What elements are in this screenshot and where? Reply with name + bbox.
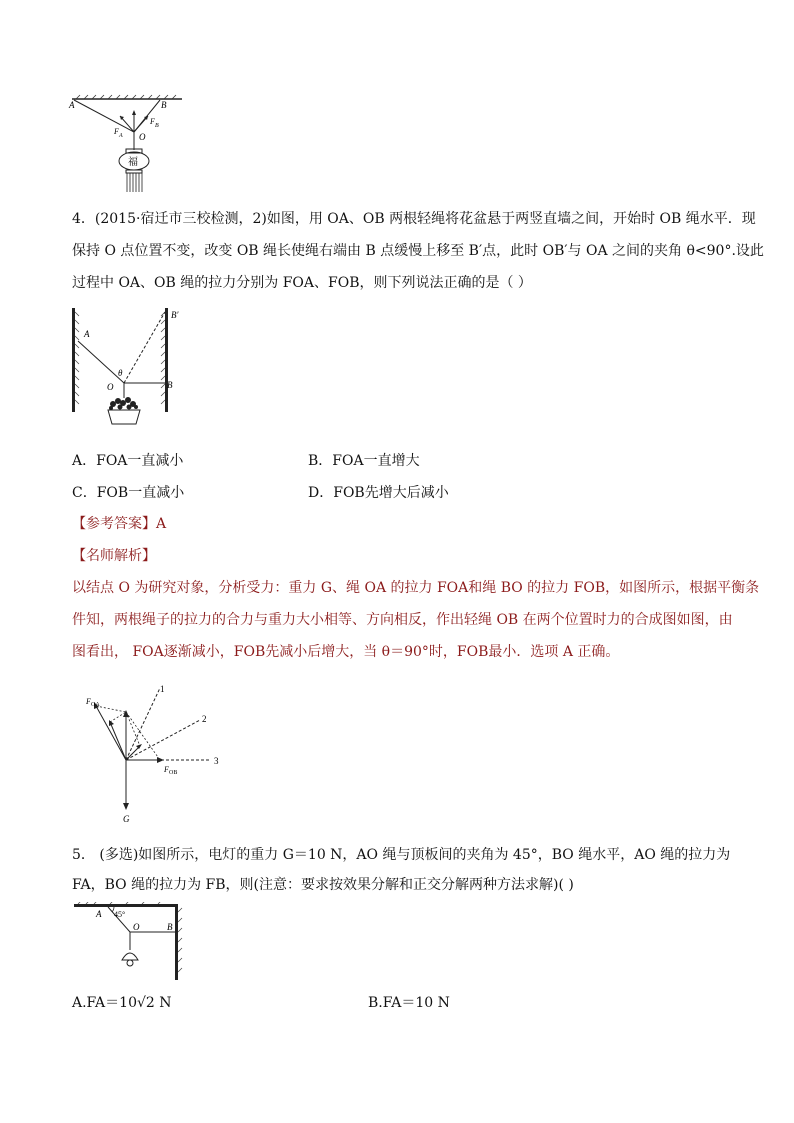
- option-d[interactable]: D．FOB先增大后减小: [308, 485, 449, 501]
- label-a: A: [96, 909, 102, 919]
- lamp-figure: [70, 902, 186, 984]
- option-c[interactable]: C．FOB一直减小: [72, 485, 185, 501]
- label-1: 1: [160, 684, 165, 694]
- label-foa-sub: OA: [91, 702, 100, 708]
- label-fb: F: [150, 117, 155, 126]
- label-3: 3: [214, 756, 219, 766]
- label-fa: F: [114, 127, 119, 136]
- label-o: O: [133, 922, 140, 932]
- analysis-line-3: 图看出， FOA逐渐减小，FOB先减小后增大，当 θ＝90°时，FOB最小．选项 A 正确。: [72, 644, 620, 660]
- label-fb-sub: B: [155, 123, 159, 129]
- label-b: B: [167, 380, 173, 390]
- label-b-prime: B′: [171, 310, 179, 320]
- q4-line-1: 4．(2015·宿迁市三校检测，2)如图，用 OA、OB 两根轻绳将花盆悬于两竖直墙之间，开始时 OB 绳水平．现: [72, 211, 756, 227]
- label-foa: F: [86, 697, 91, 706]
- label-2: 2: [202, 714, 207, 724]
- q5-option-b[interactable]: B.FA＝10 N: [368, 995, 450, 1011]
- label-b: B: [167, 922, 173, 932]
- label-fa-sub: A: [119, 133, 123, 139]
- label-a: A: [84, 329, 90, 339]
- q5-option-a[interactable]: A.FA＝10√2 N: [72, 995, 172, 1011]
- analysis-heading: 【名师解析】: [72, 548, 156, 564]
- force-diagram: [80, 682, 240, 824]
- lantern-char: 福: [128, 157, 138, 168]
- label-a: A: [69, 100, 75, 110]
- label-o: O: [139, 132, 146, 142]
- analysis-line-1: 以结点 O 为研究对象，分析受力：重力 G、绳 OA 的拉力 FOA和绳 BO 的拉力 FOB，如图所示，根据平衡条: [72, 580, 760, 596]
- label-b: B: [161, 100, 167, 110]
- label-fob: F: [164, 765, 169, 774]
- option-a[interactable]: A．FOA一直减小: [72, 453, 184, 469]
- q5-line-1: 5． (多选)如图所示，电灯的重力 G＝10 N，AO 绳与顶板间的夹角为 45°，BO 绳水平，AO 绳的拉力为: [72, 847, 731, 863]
- label-fob-sub: OB: [169, 770, 178, 776]
- analysis-line-2: 件知，两根绳子的拉力的合力与重力大小相等、方向相反，作出轻绳 OB 在两个位置时力的合成图如图，由: [72, 612, 733, 628]
- q5-line-2: FA，BO 绳的拉力为 FB，则(注意：要求按效果分解和正交分解两种方法求解)( ): [72, 877, 574, 893]
- label-theta: θ: [118, 368, 123, 378]
- flowerpot-figure: [66, 306, 186, 436]
- option-b[interactable]: B．FOA一直增大: [308, 453, 420, 469]
- label-o: O: [107, 382, 114, 392]
- answer-heading: 【参考答案】A: [72, 516, 167, 532]
- label-angle: 45°: [114, 910, 126, 919]
- label-g: G: [123, 814, 130, 824]
- lantern-figure: [68, 92, 186, 202]
- q4-line-3: 过程中 OA、OB 绳的拉力分别为 FOA、FOB，则下列说法正确的是（ ）: [72, 275, 532, 291]
- q4-line-2: 保持 O 点位置不变，改变 OB 绳长使绳右端由 B 点缓慢上移至 B′点，此时 OB′与 OA 之间的夹角 θ<90°.设此: [72, 243, 764, 259]
